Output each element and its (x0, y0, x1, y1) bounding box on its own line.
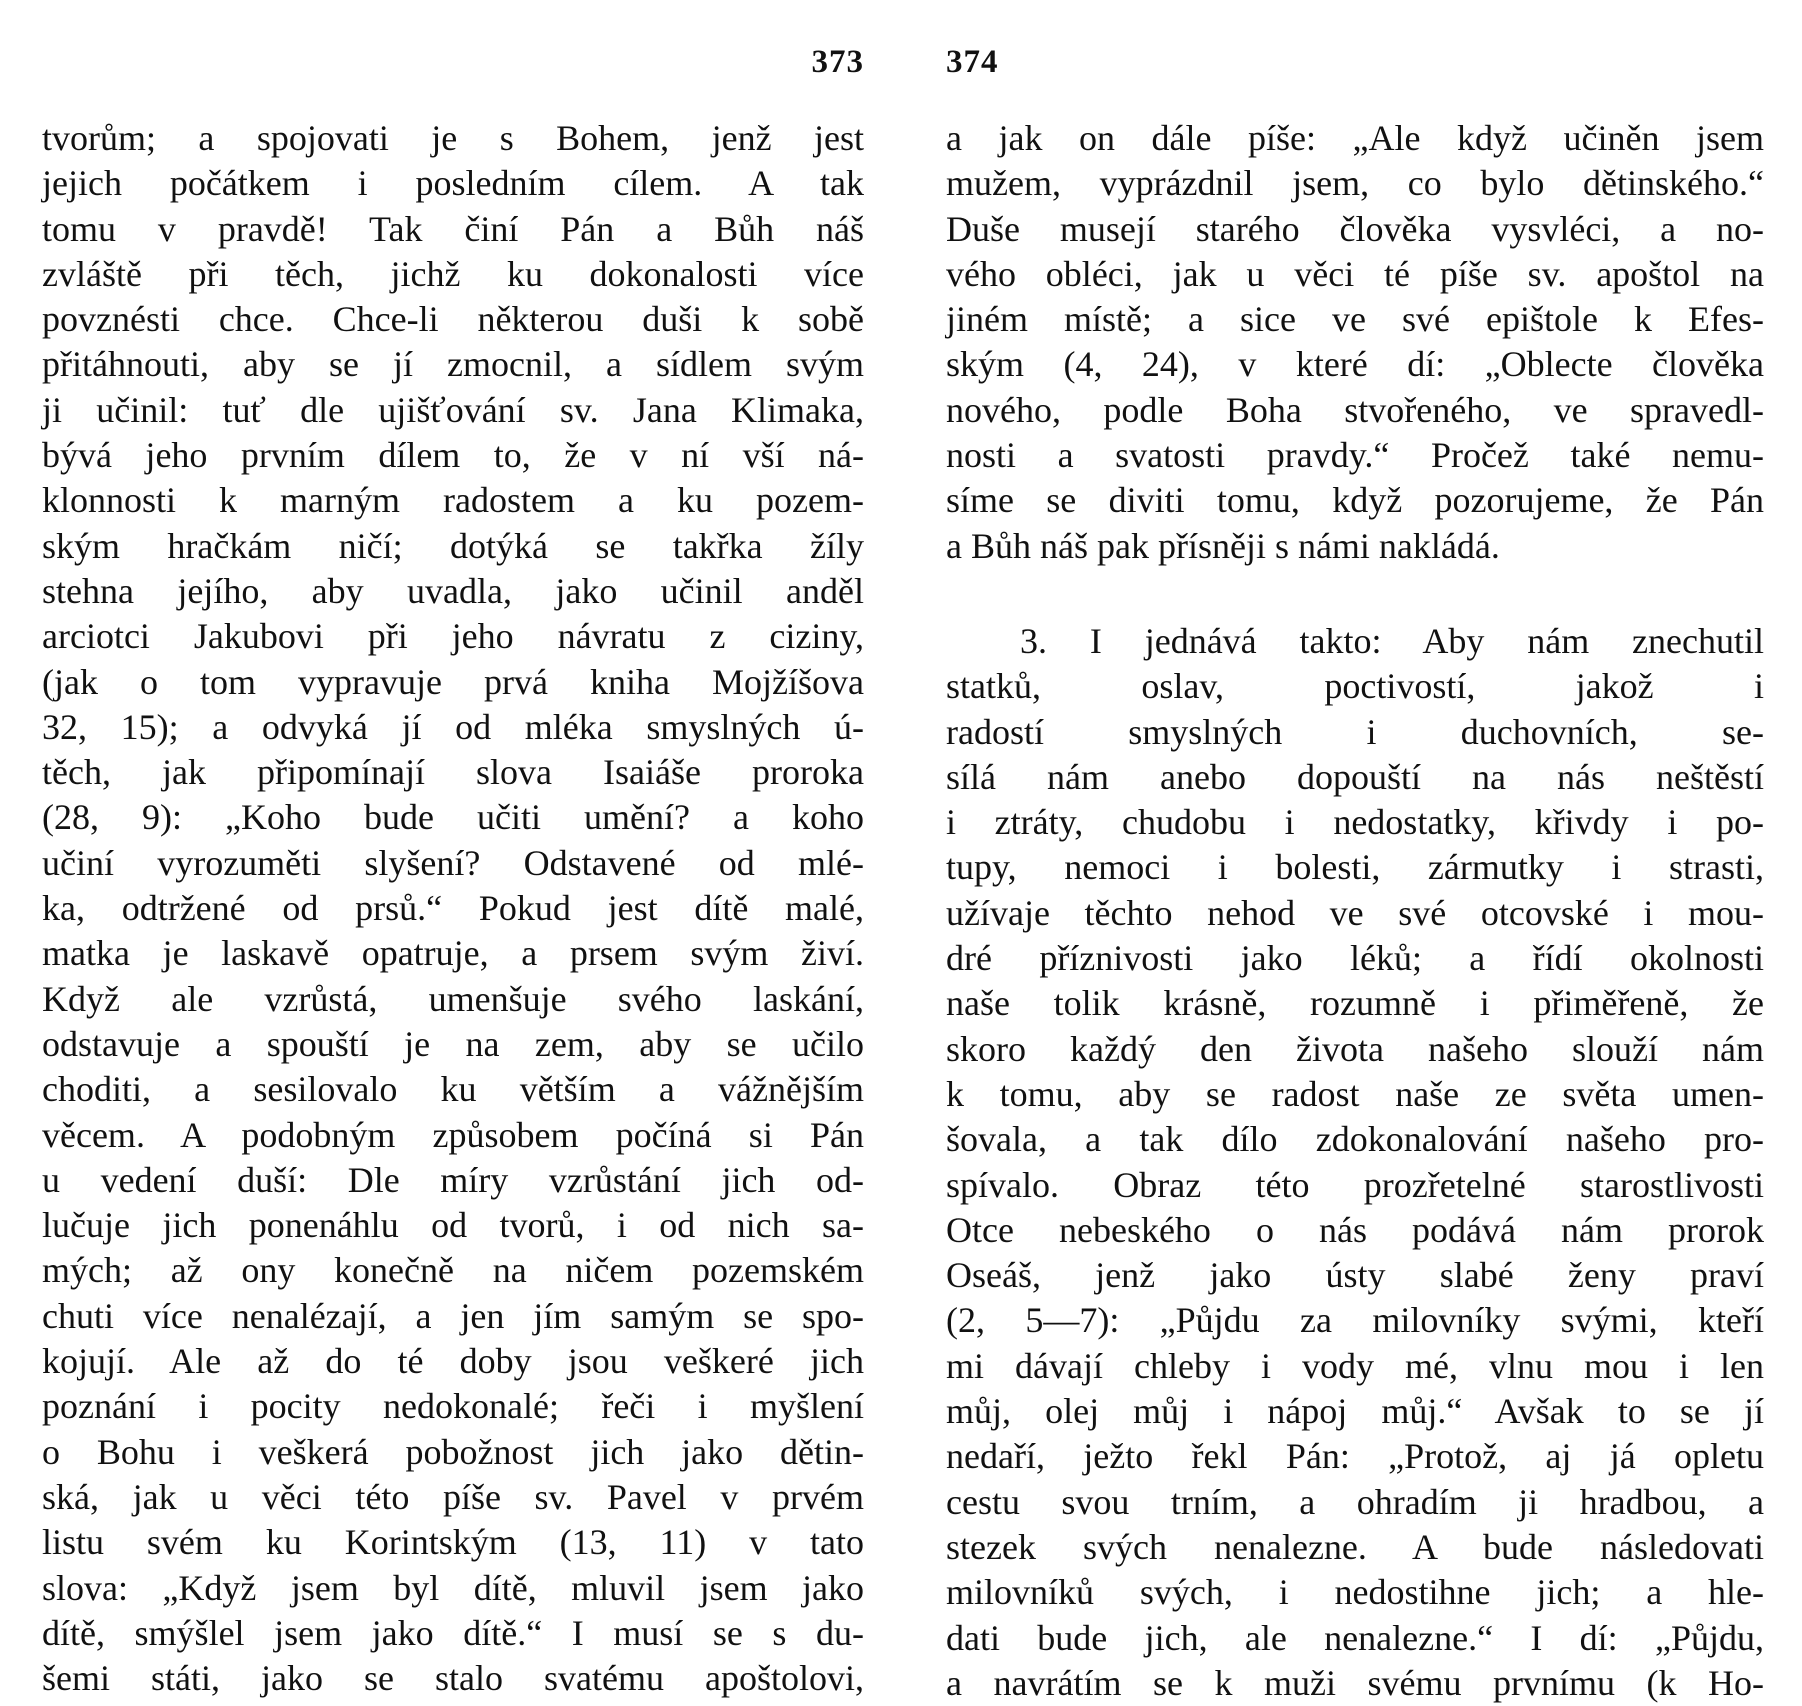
text-line: síme se diviti tomu, když pozorujeme, že Pán (946, 480, 1764, 521)
text-line: jiném místě; a sice ve své epištole k Efes- (946, 299, 1764, 340)
text-line: 32, 15); a odvyká jí od mléka smyslných ú- (42, 706, 864, 747)
text-line: o Bohu i veškerá pobožnost jich jako dětin- (42, 1431, 864, 1472)
text-line: ka, odtržené od prsů.“ Pokud jest dítě malé, (42, 888, 864, 929)
page-number-373: 373 (811, 44, 864, 80)
text-line: ským (4, 24), v které dí: „Oblecte člověka (946, 344, 1764, 385)
text-line: dítě, smýšlel jsem jako dítě.“ I musí se s du- (42, 1612, 864, 1653)
text-line: klonnosti k marným radostem a ku pozem- (42, 480, 864, 521)
text-line: stehna jejího, aby uvadla, jako učinil anděl (42, 570, 864, 611)
text-line: naše tolik krásně, rozumně i přiměřeně, že (946, 983, 1764, 1024)
text-line: matka je laskavě opatruje, a prsem svým živí. (42, 933, 864, 974)
text-line: milovníků svých, i nedostihne jich; a hle- (946, 1572, 1764, 1613)
text-line: těch, jak připomínají slova Isaiáše proroka (42, 752, 864, 793)
text-line: (jak o tom vypravuje prvá kniha Mojžíšova (42, 661, 864, 702)
text-line: a jak on dále píše: „Ale když učiněn jsem (946, 118, 1764, 158)
text-line: Oseáš, jenž jako ústy slabé ženy praví (946, 1255, 1764, 1296)
page-number-374: 374 (946, 44, 999, 80)
text-line: vého obléci, jak u věci té píše sv. apoštol na (946, 253, 1764, 294)
text-line: ským hračkám ničí; dotýká se takřka žíly (42, 525, 864, 566)
text-line: tomu v pravdě! Tak činí Pán a Bůh náš (42, 208, 864, 249)
text-line: k tomu, aby se radost naše ze světa umen- (946, 1073, 1764, 1114)
text-line: učiní vyrozuměti slyšení? Odstavené od mlé- (42, 842, 864, 883)
text-line: a Bůh náš pak přísněji s námi nakládá. (946, 525, 1500, 566)
text-line: ská, jak u věci této píše sv. Pavel v prvém (42, 1476, 864, 1517)
text-line: kojují. Ale až do té doby jsou veškeré jich (42, 1341, 864, 1382)
text-line: mužem, vyprázdnil jsem, co bylo dětinského.“ (946, 163, 1764, 204)
text-line: slova: „Když jsem byl dítě, mluvil jsem jako (42, 1567, 864, 1608)
text-line: odstavuje a spouští je na zem, aby se učilo (42, 1023, 864, 1064)
text-line: choditi, a sesilovalo ku větším a vážnějším (42, 1069, 864, 1110)
text-line: stezek svých nenalezne. A bude následovati (946, 1526, 1764, 1567)
text-line: šovala, a tak dílo zdokonalování našeho pro- (946, 1119, 1764, 1160)
text-line: listu svém ku Korintským (13, 11) v tato (42, 1522, 864, 1563)
text-line: zvláště při těch, jichž ku dokonalosti více (42, 253, 864, 294)
text-line: arciotci Jakubovi při jeho návratu z ciziny, (42, 616, 864, 657)
text-line: sílá nám anebo dopouští na nás neštěstí (946, 756, 1764, 797)
right-page-text (946, 116, 1764, 1706)
text-line: můj, olej můj i nápoj můj.“ Avšak to se jí (946, 1391, 1764, 1432)
text-line: šemi státi, jako se stalo svatému apoštolovi, (42, 1658, 864, 1699)
text-line: Když ale vzrůstá, umenšuje svého laskání, (42, 978, 864, 1019)
text-line: Otce nebeského o nás podává nám prorok (946, 1209, 1764, 1250)
text-line: i ztráty, chudobu i nedostatky, křivdy i po- (946, 802, 1764, 843)
text-line: radostí smyslných i duchovních, se- (946, 711, 1764, 752)
left-page (42, 0, 864, 1699)
text-line: cestu svou trním, a ohradím ji hradbou, a (946, 1481, 1764, 1522)
text-line: (28, 9): „Koho bude učiti umění? a koho (42, 797, 864, 838)
text-line: lučuje jich ponenáhlu od tvorů, i od nich sa- (42, 1205, 864, 1246)
paragraph-start-line: 3. I jednává takto: Aby nám znechutil (1020, 620, 1764, 661)
text-line: mých; až ony konečně na ničem pozemském (42, 1250, 864, 1291)
text-line: věcem. A podobným způsobem počíná si Pán (42, 1114, 864, 1155)
text-line: tvorům; a spojovati je s Bohem, jenž jest (42, 118, 864, 158)
text-line: Duše musejí starého člověka vysvléci, a no- (946, 208, 1764, 249)
text-line: nedaří, ježto řekl Pán: „Protož, aj já opletu (946, 1436, 1764, 1477)
text-line: skoro každý den života našeho slouží nám (946, 1028, 1764, 1069)
text-line: a navrátím se k muži svému prvnímu (k Ho- (946, 1662, 1764, 1703)
text-line: užívaje těchto nehod ve své otcovské i mou- (946, 892, 1764, 933)
text-line: dati bude jich, ale nenalezne.“ I dí: „Půjdu, (946, 1617, 1764, 1658)
text-line: u vedení duší: Dle míry vzrůstání jich od- (42, 1159, 864, 1200)
right-page (946, 0, 1764, 1703)
text-line: spívalo. Obraz této prozřetelné starostlivosti (946, 1164, 1764, 1205)
text-line: tupy, nemoci i bolesti, zármutky i strasti, (946, 847, 1764, 888)
text-line: mi dávají chleby i vody mé, vlnu mou i len (946, 1345, 1764, 1386)
text-line: statků, oslav, poctivostí, jakož i (946, 666, 1764, 707)
text-line: poznání i pocity nedokonalé; řeči i myšlení (42, 1386, 864, 1427)
text-line: jejich počátkem i posledním cílem. A tak (42, 163, 864, 204)
text-line: nového, podle Boha stvořeného, ve spravedl- (946, 389, 1764, 430)
text-line: chuti více nenalézají, a jen jím samým se spo- (42, 1295, 864, 1336)
text-line: dré příznivosti jako léků; a řídí okolnosti (946, 938, 1764, 979)
text-line: bývá jeho prvním dílem to, že v ní vší ná- (42, 435, 864, 476)
left-page-text (42, 116, 864, 1701)
text-line: (2, 5—7): „Půjdu za milovníky svými, kteří (946, 1300, 1764, 1341)
text-line: povznésti chce. Chce-li některou duši k sobě (42, 299, 864, 340)
text-line: přitáhnouti, aby se jí zmocnil, a sídlem svým (42, 344, 864, 385)
text-line: nosti a svatosti pravdy.“ Pročež také nemu- (946, 435, 1764, 476)
text-line: ji učinil: tuť dle ujišťování sv. Jana Klimaka, (42, 389, 864, 430)
paragraph-gap (946, 569, 1764, 619)
